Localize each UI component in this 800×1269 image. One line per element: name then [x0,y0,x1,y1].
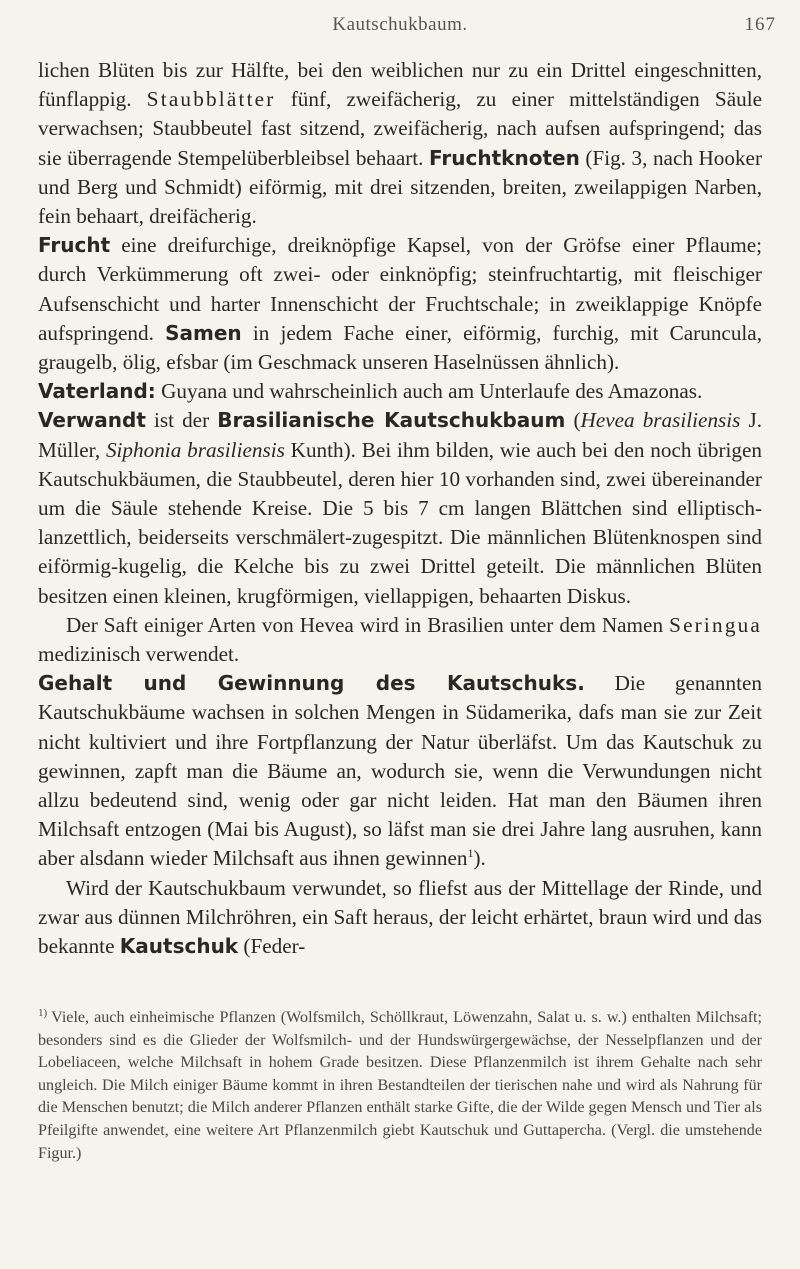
paragraph-milchsaft [38,874,762,962]
heading-fruchtknoten: Fruchtknoten [429,145,580,170]
heading-vaterland: Vaterland: [38,379,156,404]
text-run: Wird der Kautschukbaum verwundet, so fliefst aus der Mittellage der Rinde, und zwar aus dünnen Milchröhren, ein Saft heraus, der leicht erhärtet, braun wird und das bekannte [38,875,762,959]
main-text [38,56,762,961]
heading-kautschuk: Kautschuk [119,934,239,959]
text-run: eine dreifurchige, dreiknöpfige Kapsel, von der Gröfse einer Pflaume; durch Verkümmerung oft zwei- oder einknöpfig; steinfruchtartig, mit fleischiger Aufsenschicht und harter Innenschicht der Fruchtschale; in zweiklappige Knöpfe aufspringend. [38,233,763,345]
paragraph-frucht [38,231,762,377]
running-title: Kautschukbaum. [332,14,468,35]
paragraph-verwandt [38,406,762,610]
footnote-mark: 1) [38,1006,48,1019]
heading-gehalt-gewinnung: Gehalt und Gewinnung des Kautschuks. [38,671,585,696]
heading-brasilianischer-kautschukbaum: Brasilianische Kautschukbaum [217,408,566,433]
footnote-reference: 1 [467,846,474,861]
heading-verwandt: Verwandt [38,408,146,433]
term-seringua: Seringua [669,612,763,637]
text-run: Kunth). Bei ihm bilden, wie auch bei den noch übrigen Kautschukbäumen, die Staubbeutel, deren hier 10 vorhanden sind, zwei übereinander um die Säule stehende Kreise. Die 5 bis 7 cm langen Blättchen sind elliptisch-lanzettlich, beiderseits verschmälert-zugespitzt. Die männlichen Blütenknospen sind eiförmig-kugelig, die Kelche bis zu zwei Drittel geteilt. Die männlichen Blüten besitzen einen kleinen, krugförmigen, viellappigen, behaarten Diskus. [38,437,762,608]
text-run: lichen Blüten bis zur Hälfte, bei den weiblichen nur zu ein Drittel eingeschnitten, fünflappig. [38,58,762,112]
text-run: (Fig. 3, nach Hooker und Berg und Schmidt) eiförmig, mit drei sitzenden, breiten, zweilappigen Narben, fein behaart, dreifächerig. [38,145,763,229]
text-run: Der Saft einiger Arten von Hevea wird in Brasilien unter dem Namen [66,612,664,637]
term-staubblaetter: Staubblätter [146,87,276,112]
heading-frucht: Frucht [38,233,111,258]
paragraph-vaterland [38,377,762,406]
taxon-siphonia-brasiliensis: Siphonia brasiliensis [105,437,285,462]
paragraph-gewinnung [38,669,762,873]
footnote-text: Viele, auch einheimische Pflanzen (Wolfsmilch, Schöllkraut, Löwenzahn, Salat u. s. w.) enthalten Milchsaft; besonders sind es die Glieder der Wolfsmilch- und der Hundswürgergewächse, der Nesselpflanzen und der Lobeliaceen, welche Milchsaft in hohem Grade besitzen. Diese Pflanzenmilch ist ihrem Gehalte nach sehr ungleich. Die Milch einiger Bäume kommt in ihren Bestandteilen der tierischen nahe und wird als Nahrung für die Menschen benutzt; die Milch anderer Pflanzen enthält starke Gifte, die der Wilde gegen Mensch und Tier als Pfeilgifte anwendet, eine weitere Art Pflanzenmilch giebt Kautschuk und Guttapercha. (Vergl. die umstehende Figur.) [38,1009,762,1162]
text-run: (Feder- [243,934,306,959]
text-run: medizinisch verwendet. [38,642,240,667]
footnote [38,1007,762,1165]
text-run: fünf, zweifächerig, zu einer mittelständigen Säule verwachsen; Staubbeutel fast sitzend, zweifächerig, nach aufsen aufspringend; das sie überragende Stempelüberbleibsel behaart. [38,87,762,170]
text-run: Guyana und wahrscheinlich auch am Unterlaufe des Amazonas. [161,379,703,404]
text-run: ist der [153,408,210,433]
text-run: J. Müller, [38,408,763,462]
text-run: ( [573,408,581,433]
text-run: in jedem Fache einer, eiförmig, furchig, mit Caruncula, graugelb, ölig, efsbar (im Geschmack unseren Haselnüssen ähnlich). [38,320,762,375]
heading-samen: Samen [165,320,242,345]
taxon-hevea-brasiliensis: Hevea brasiliensis [580,408,741,433]
paragraph-flower-description [38,56,762,231]
running-header [20,14,780,38]
text-run: ). [473,846,486,871]
page-number: 167 [744,14,776,35]
paragraph-seringua [38,611,762,669]
text-run: Die genannten Kautschukbäume wachsen in solchen Mengen in Südamerika, dafs man sie zur Zeit nicht kultiviert und ihre Fortpflanzung der Natur überläfst. Um das Kautschuk zu gewinnen, zapft man die Bäume an, wodurch sie, wenn die Verwundungen nicht allzu bedeutend sind, wenig oder gar nicht leiden. Hat man den Bäumen ihren Milchsaft entzogen (Mai bis August), so läfst man sie drei Jahre lang ausruhen, kann aber alsdann wieder Milchsaft aus ihnen gewinnen [38,671,762,871]
